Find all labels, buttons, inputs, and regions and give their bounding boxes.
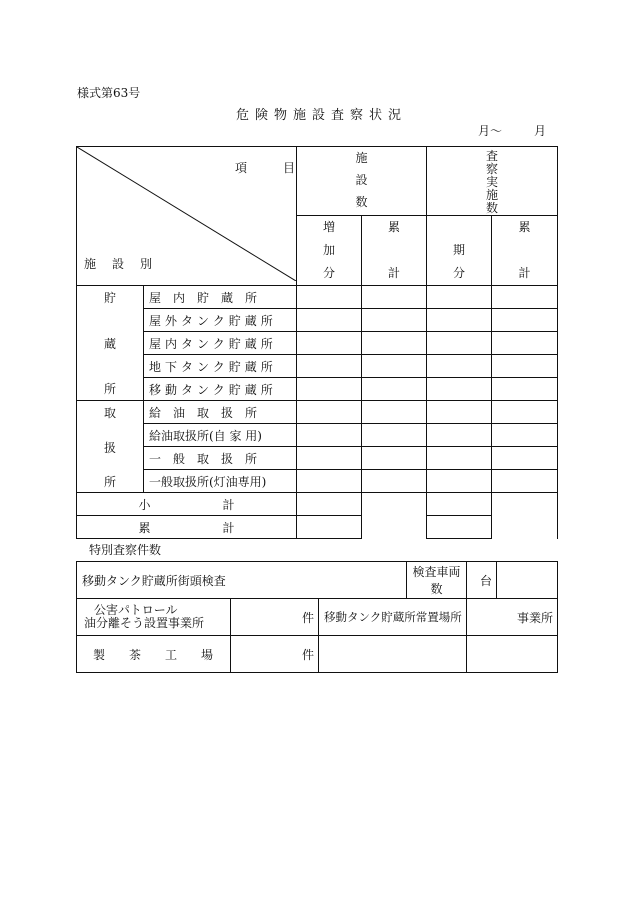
data-cell[interactable] <box>297 378 362 401</box>
header-inspection-char: 査 <box>486 149 499 163</box>
data-cell[interactable] <box>297 447 362 470</box>
tea-factory-label: 製 茶 工 場 <box>77 636 231 673</box>
data-cell[interactable] <box>297 286 362 309</box>
vehicle-count-label: 検査車両数 <box>407 562 467 599</box>
data-cell[interactable] <box>362 424 427 447</box>
period-from: 月〜 <box>478 124 503 138</box>
data-cell[interactable] <box>427 424 492 447</box>
facility-row-label: 給 油 取 扱 所 <box>144 401 297 424</box>
pollution-patrol-label: 公害パトロール <box>94 603 178 617</box>
period-range <box>478 122 546 139</box>
group-label-storage <box>77 286 144 401</box>
data-cell[interactable] <box>297 355 362 378</box>
data-cell[interactable] <box>492 378 558 401</box>
data-cell[interactable] <box>492 309 558 332</box>
header-increase-char: 増 <box>322 220 335 234</box>
header-facility-count-char: 施 <box>355 151 368 165</box>
group-char: 所 <box>103 382 116 396</box>
group-char: 所 <box>103 475 116 489</box>
data-cell[interactable] <box>427 286 492 309</box>
roadside-inspection-label: 移動タンク貯蔵所街頭検査 <box>77 562 407 599</box>
facility-row-label: 給油取扱所(自 家 用) <box>144 424 297 447</box>
header-cumulative2-char: 累 <box>518 220 531 234</box>
data-cell[interactable] <box>492 470 558 493</box>
blank-cell <box>492 493 558 539</box>
data-cell[interactable] <box>427 401 492 424</box>
header-cumulative <box>362 216 427 286</box>
header-inspection-char: 数 <box>486 201 499 215</box>
facility-row-label: 屋外タンク貯蔵所 <box>144 309 297 332</box>
header-facility-type: 施 設 別 <box>84 257 155 271</box>
data-cell[interactable] <box>362 378 427 401</box>
mobile-tank-parking-label: 移動タンク貯蔵所常置場所 <box>319 599 467 636</box>
data-cell[interactable] <box>492 355 558 378</box>
facility-row-label: 一 般 取 扱 所 <box>144 447 297 470</box>
patrol-case-unit: 件 <box>231 599 319 636</box>
header-period-char: 分 <box>453 266 466 280</box>
data-cell[interactable] <box>362 332 427 355</box>
data-cell[interactable] <box>492 401 558 424</box>
data-cell[interactable] <box>362 447 427 470</box>
data-cell[interactable] <box>297 516 362 539</box>
period-to: 月 <box>534 124 547 138</box>
facility-row-label: 屋内タンク貯蔵所 <box>144 332 297 355</box>
business-unit: 事業所 <box>467 599 558 636</box>
data-cell[interactable] <box>362 286 427 309</box>
tea-case-unit: 件 <box>231 636 319 673</box>
header-cumulative2-char: 計 <box>518 266 531 280</box>
facility-row-label: 屋 内 貯 蔵 所 <box>144 286 297 309</box>
data-cell[interactable] <box>427 378 492 401</box>
special-section-title: 特別査察件数 <box>89 543 162 557</box>
data-cell[interactable] <box>427 516 492 539</box>
header-facility-count-char: 数 <box>355 195 368 209</box>
header-facility-count <box>297 147 427 216</box>
group-char: 取 <box>103 406 116 420</box>
vehicle-unit: 台 <box>467 562 497 599</box>
diagonal-header-cell <box>77 147 300 286</box>
header-increase-char: 分 <box>322 266 335 280</box>
vehicle-count-value[interactable] <box>497 562 558 599</box>
data-cell[interactable] <box>362 470 427 493</box>
data-cell[interactable] <box>427 493 492 516</box>
patrol-label <box>77 599 231 636</box>
data-cell[interactable] <box>362 355 427 378</box>
subtotal-label: 小 計 <box>77 493 297 516</box>
cumulative-total-label: 累 計 <box>77 516 297 539</box>
special-inspection-table <box>76 561 558 673</box>
facility-row-label: 地下タンク貯蔵所 <box>144 355 297 378</box>
data-cell[interactable] <box>492 286 558 309</box>
group-char: 扱 <box>103 440 116 455</box>
header-inspection-char: 察 <box>486 162 499 176</box>
header-cumulative2 <box>492 216 558 286</box>
facility-inspection-table <box>76 146 558 539</box>
data-cell[interactable] <box>297 332 362 355</box>
header-period-char: 期 <box>453 243 466 257</box>
header-facility-count-char: 設 <box>355 173 368 187</box>
group-char: 貯 <box>103 291 116 305</box>
data-cell[interactable] <box>297 424 362 447</box>
data-cell[interactable] <box>297 401 362 424</box>
header-inspection-count <box>427 147 558 216</box>
header-cumulative-char: 累 <box>388 220 401 234</box>
data-cell[interactable] <box>297 493 362 516</box>
data-cell[interactable] <box>362 401 427 424</box>
facility-row-label: 移動タンク貯蔵所 <box>144 378 297 401</box>
header-cumulative-char: 計 <box>388 266 401 280</box>
header-period <box>427 216 492 286</box>
data-cell[interactable] <box>427 470 492 493</box>
data-cell[interactable] <box>492 332 558 355</box>
header-increase <box>297 216 362 286</box>
facility-row-label: 一般取扱所(灯油専用) <box>144 470 297 493</box>
header-increase-char: 加 <box>322 243 335 257</box>
blank-cell <box>467 636 558 673</box>
page-title: 危険物施設査察状況 <box>236 108 408 123</box>
data-cell[interactable] <box>362 309 427 332</box>
group-label-handling <box>77 401 144 493</box>
data-cell[interactable] <box>427 355 492 378</box>
blank-cell <box>362 493 427 539</box>
data-cell[interactable] <box>427 309 492 332</box>
data-cell[interactable] <box>297 309 362 332</box>
blank-cell <box>319 636 467 673</box>
form-number: 様式第63号 <box>77 86 141 100</box>
header-item: 項 目 <box>235 161 300 175</box>
group-char: 蔵 <box>103 336 116 351</box>
data-cell[interactable] <box>427 447 492 470</box>
data-cell[interactable] <box>427 332 492 355</box>
header-inspection-char: 施 <box>486 188 499 202</box>
header-inspection-char: 実 <box>486 175 499 189</box>
data-cell[interactable] <box>492 424 558 447</box>
oil-separator-label: 油分離そう設置事業所 <box>84 616 205 630</box>
data-cell[interactable] <box>492 447 558 470</box>
data-cell[interactable] <box>297 470 362 493</box>
